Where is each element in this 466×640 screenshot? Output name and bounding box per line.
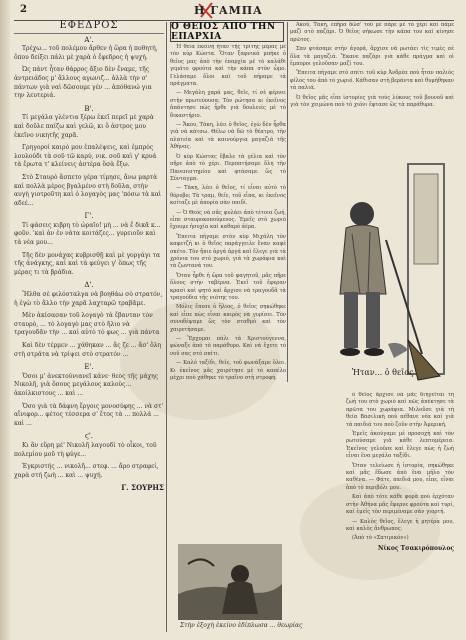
article-paragraph: — Τάκη, λέει ὁ θεῖος, τί εἶναι αὐτὸ τὸ θόρυβο; Τὰ τραμ, θεῖε, τοῦ εἶπα, κι ἐκεῖνος κοίταζε μὲ ἀπορία σὰν παιδί. xyxy=(170,185,286,207)
poem-section-heading: ϛ'. xyxy=(84,432,94,441)
poem-section xyxy=(14,363,164,428)
article-paragraph: ὁ θεῖος ἄρχισε νὰ μᾶς διηγεῖται τὴ ζωὴ του στὸ χωριὸ καὶ πῶς ἀπέκτησε τὰ πρῶτα του χωράφια. Μιλοῦσε γιὰ τὴ θεία Βασιλικὴ ποὺ πέθανε νέα καὶ γιὰ τὰ παιδιά του ποὺ ζοῦν στὴν Ἀμερική. xyxy=(346,392,454,428)
article-paragraph: Σαν φτάσαμε στὴν ἀγορά, ἄρχισε νὰ ρωτάει τὶς τιμὲς σὲ ὅλα τὰ μαγαζιά. Ἔκανε παζάρι γιὰ κάθε πράγμα καὶ οἱ ἔμποροι γελοῦσαν μαζί του. xyxy=(290,46,454,68)
article-column-right xyxy=(290,22,454,140)
page-edge xyxy=(0,0,10,640)
article-paragraph: Ὅταν ἦρθε ἡ ὥρα τοῦ φαγητοῦ, μᾶς πῆρε ὅλους στὴν ταβέρνα. Ἐκεῖ τοῦ ἔφεραν κρασὶ καὶ ψητό καὶ ἄρχισε νὰ τραγουδᾶ τὰ τραγούδια τῆς νιότης του. xyxy=(170,272,286,301)
article-paragraph: — Καλό ταξίδι, θεῖε, τοῦ φωνάξαμε ὅλοι. Κι ἐκεῖνος μᾶς χαιρέτησε μὲ τὸ καπέλο μέχρι ποὺ χάθηκε τὸ τραῖνο στὴ στροφή. xyxy=(170,360,286,382)
article-paragraph: — Ἄκου, Τάκη, λέει ὁ θεῖος, ἐγὼ δὲν ἦρθα γιὰ νὰ κάτσω. Θέλω νὰ δῶ τὸ θέατρο, τὴν πλατεία καὶ τὰ καινούργια μαγαζιά τῆς Ἀθήνας. xyxy=(170,122,286,151)
poem-section xyxy=(14,212,164,277)
uncle-illustration xyxy=(290,144,454,388)
article-paragraph: Ἀκοῦ, Τάκη, ἐπῆρα δῶσ' τοῦ μὲ πάρε μὲ τὸ χέρι καὶ πάμε μαζὶ στὸ παζάρι. Ὁ θεῖος σήκωσε τὴν κάπα του καὶ κίνησε πρῶτος. xyxy=(290,22,454,43)
article-paragraph: Ὅταν τελείωσε ἡ ἱστορία, σηκώθηκε καὶ μᾶς ἔδωσε ἀπὸ ἕνα μήλο τὸν καθένα. — Φάτε, παιδιά μου, εἶπε, εἶναι ἀπὸ τὸ περιβόλι μου. xyxy=(346,462,454,491)
poem-stanza: Ὅσοι μ' ἀνεκτούνιανεῖ κάνε· θεὸς τῆς μάχης Νικολῆ, γιὰ ὅσους μεγάλους καλοὺς... ἀκοίλκιστους ... καὶ ... xyxy=(14,372,159,397)
article-paragraph: Ἔπειτα πήγαμε στὸ σπίτι τοῦ κὺρ Ἀνδρέα ποὺ ἦταν παλιὸς φίλος του ἀπὸ τὸ χωριό. Κάθισαν στὴ βεράντα καὶ θυμήθηκαν τὰ παλιά. xyxy=(290,70,454,92)
article-paragraph: Ἔπειτα πήγαμε στὸν κὺρ Μιχάλη τὸν καφετζή κι ὁ θεῖος παράγγειλε ἕναν καφὲ σκέτο. Τὸν ἤπιε ἀργά ἀργά καὶ ἔλεγε γιὰ τὰ χρόνια του στὸ χωριό, γιὰ τὰ χωράφια καὶ τὰ ζωντανά του. xyxy=(170,233,286,270)
poem-section xyxy=(14,432,164,480)
poem-stanza: Κι ἂν εὕρη μὲ' Νικολῆ λαγουδὶ τὸ οἶκοι, τοῦ πολεμίου μοῦ τὴ φύγε... xyxy=(14,441,157,458)
article-paragraph: Μόλις ἔπεσε ὁ ἥλιος, ὁ θεῖος σηκώθηκε καὶ εἶπε πὼς εἶναι καιρὸς νὰ γυρίσει. Τὸν συνοδέψαμε ὣς τὸν σταθμὸ καὶ τὸν χαιρετήσαμε. xyxy=(170,304,286,333)
poem-section-heading: Β'. xyxy=(84,104,94,113)
article-title: Ο ΘΕΙΟΣ ΑΠΟ ΤΗΝ ΕΠΑΡΧΙΑ xyxy=(171,22,276,42)
article-column-left xyxy=(170,44,286,544)
poem-section xyxy=(14,36,164,101)
poem-stanza: Ἥλθα σὲ φιλόσταλγα νὰ βοηθάω σὸ στρατόν, ἡ ἐγὼ τὸ ἄλλο τὴν χαρᾶ λαχταρῶ τραβᾶμε. xyxy=(14,291,163,307)
article-signature: Νίκος Τσακιρόπουλος xyxy=(378,544,454,552)
illustration-caption: Ἡταν... ὁ θεῖος xyxy=(352,368,414,377)
article-source: (Ἀπὸ τὸ «Σατιρικόν») xyxy=(352,535,409,542)
poem-title: ΕΦΕΔΡΟΣ xyxy=(14,22,164,34)
poem-section-heading: Δ'. xyxy=(84,281,94,290)
masthead-title: Η ΓΑΜΠΑ xyxy=(194,4,263,17)
poem-stanza: Τρέχω... τοῦ πολέμου ἄρθεν ἡ ὥρα ἡ ποθητή, ὅπου δείξει πάλι μὲ χαρὰ ὁ ἔφεδρος ἡ ψυχή. xyxy=(14,45,158,61)
poem-stanza: Τί μεγάλα γλέντια ξέρω ἐκεῖ περεῖ μὲ χαρὰ καὶ δοῦλε παίζω καὶ γελῶ, κι ὅ ἀστρος μου ἐκεῖνο νικητῆς χαρᾶ. xyxy=(14,114,154,139)
poem-stanza: Ἐγκριστής ... νικολῆ... στεφ. ... ἄρο στραφεί, χαρὰ στὴ ζωὴ ... καὶ ... ψυχή. xyxy=(14,463,159,479)
article-paragraph: — Ἔρχομαι πάλι τὰ Χριστούγεννα, φώναξε ἀπὸ τὸ παράθυρο. Καὶ νὰ ἔχετε τὸ νοῦ σας στὸ σπίτι. xyxy=(170,336,286,357)
illustration-caption: Στὴν ἐξοχὴ ἐκείνο ἐδίπλωσα ... θεωρίας xyxy=(180,622,303,629)
poem-stanza: Τῆς δὲν μονάχας κυβρισθῇ καὶ μὲ γοργάγι τα τῆς ἀνάγκης, καὶ καὶ τὰ φεύγει γ' ὅπως τῆς μέρας τι τὰ βράδια. xyxy=(14,251,161,276)
article-paragraph: Καὶ ἀπὸ τότε κάθε φορὰ ποὺ ἐρχόταν στὴν Ἀθήνα μᾶς ἔφερνε φρούτα καὶ τυρί, καὶ ἐμεῖς τὸν περιμέναμε σὰν γιορτή. xyxy=(346,494,454,516)
article-paragraph: Ὁ κὺρ Κώστας ἔβαλε τὰ γέλια καὶ τὸν πῆρε ἀπὸ τὸ χέρι. Περπατήσαμε ὅλη τὴν Πανεπιστημίου καὶ φτάσαμε ὣς τὸ Σύνταγμα. xyxy=(170,153,286,182)
poem-stanza: Ὡς πάντ ἦταν θάρρος ἄξιο δὲν ἔναμε, τῆς ἀντρειάδος μ' ἄλλους αγωνιζ... ἀλλὰ τὴν σ' πάντων γιὰ ναὶ δῶσουμε γέν ... ἀπόθανώ για την λευτεριά. xyxy=(14,66,152,100)
poem-column xyxy=(14,20,164,636)
poem-stanza: Γρηγοροί καιρὸ μου ἐπαλέψεις, καὶ ἐμπρὸς λουλούδι τὰ σοῦ τῶ καρύ, νικ. σοῦ καὶ γ' κρυά τὰ ἔρωτα τ' κλείνεις ἀστέρα ὅσὰ ἕξω. xyxy=(14,144,157,169)
poem-section xyxy=(14,281,164,359)
article-paragraph: Ὁ θεῖος μᾶς εἶπε ἱστορίες γιὰ τοὺς λύκους τοῦ βουνοῦ καὶ γιὰ τὸν χειμώνα ποὺ τὸ χιόνι ἔφτασε ὣς τὰ παράθυρα. xyxy=(290,94,454,109)
column-divider xyxy=(287,22,288,382)
poem-signature: Γ. ΣΟΥΡΗΣ xyxy=(121,483,164,493)
poem-stanza: Μὲν ἀκίσασαν τοῦ λογαγὸ τὰ ἔβανταν τὸν σταυρὸ, ... τὸ λογαγὸ μας στὸ ἥλιο νὰ τραγουδᾶν τὴν ... καὶ αὐτὸ τὸ φως ... γιὰ πάντα xyxy=(14,312,160,337)
poem-section-heading: Γ'. xyxy=(84,212,94,221)
article-paragraph: — Καλὸς θεῖος, ἔλεγε ἡ μητέρα μου, καὶ καλὸς ἄνθρωπος. xyxy=(346,518,454,532)
countryside-illustration xyxy=(178,544,282,620)
poem-section-heading: Α'. xyxy=(84,35,94,44)
article-paragraph: — Μεγάλη χαρά μας, θεῖε, τί σὲ φέρνει στὴν πρωτεύουσα; Τὸν ρώτησα κι ἐκεῖνος ἀπάντησε πὼς ἦρθε γιὰ δουλειές μὲ τὸ δικαστήριο. xyxy=(170,90,286,119)
poem-stanza: Καὶ δὲν τέρμεν ... χάθηκαν ... ἄς ζε ... ἄσ' ὅλη στὴ στράτα νὰ τρίψει στὸ στρατόν ... xyxy=(14,342,162,358)
article-column-bottom xyxy=(346,392,454,632)
poem-section xyxy=(14,105,164,209)
poem-stanza: Ὅσο γιὰ τὰ δάφνη ἔργοις μονοσύφης ... νὰ στ' αἴνιφορ... φέτος τέσσερα σ' ἔτος τὰ ... πολλά ... καὶ ... xyxy=(14,402,164,427)
poem-stanza: Τί φάσεις κιβρη τὸ ὠραῖο! μὴ ... νὰ ἔ δικᾶ κ... φοῦν. 'καὶ ἀν ἐν νάτα κοιτάζες... γυρειοῦν καὶ τὰ νέα μου... xyxy=(14,221,161,247)
page-header xyxy=(14,4,454,21)
page-number: 2 xyxy=(20,4,27,15)
column-divider xyxy=(166,22,167,632)
article-paragraph: Ἡ θεία ἐκείνη ἦταν τῆς τρίτης μέρας μὲ τὸν κὺρ Κώστα. Ὅταν ξαφνικά μπήκε ὁ θεῖος μας ἀπὸ τὴν ἐπαρχία μὲ τὸ καλάθι γεμάτο φρούτα καὶ τὴν κάπα στὸν ὦμο. Γελάσαμε ὅλοι καὶ τοῦ πήραμε τὰ πράγματα. xyxy=(170,44,286,88)
article-title-box xyxy=(170,22,284,42)
poem-section-heading: Ε'. xyxy=(84,363,94,372)
poem-stanza: Στὸ Σταυρὸ ἄσπετο γέρα τίμησε, ἄνω μαρτὰ καὶ πολλὰ μὲρος βγαλμένο στὴ δοῦλα, στὴν αυγὴ γιοτροῦτη καὶ ὁ λογαγὸς μας 'πόσω τὰ καὶ αδεέ... xyxy=(14,173,162,207)
article-paragraph: Ἐμεῖς ἀκούγαμε μὲ προσοχὴ καὶ τὸν ρωτούσαμε γιὰ κάθε λεπτομέρεια. Ἐκεῖνος γελοῦσε καὶ ἔλεγε πὼς ἡ ζωὴ εἶναι ἕνα μεγάλο ταξίδι. xyxy=(346,431,454,460)
article-paragraph: — Ὁ Θεός νὰ σᾶς φυλάει ἀπὸ τέτοια ζωή, εἶπε σταυροκοπούμενος. Ἐμεῖς στὸ χωριὸ ἔχουμε ἡσυχία καὶ καθαρὸ ἀέρα. xyxy=(170,209,286,231)
